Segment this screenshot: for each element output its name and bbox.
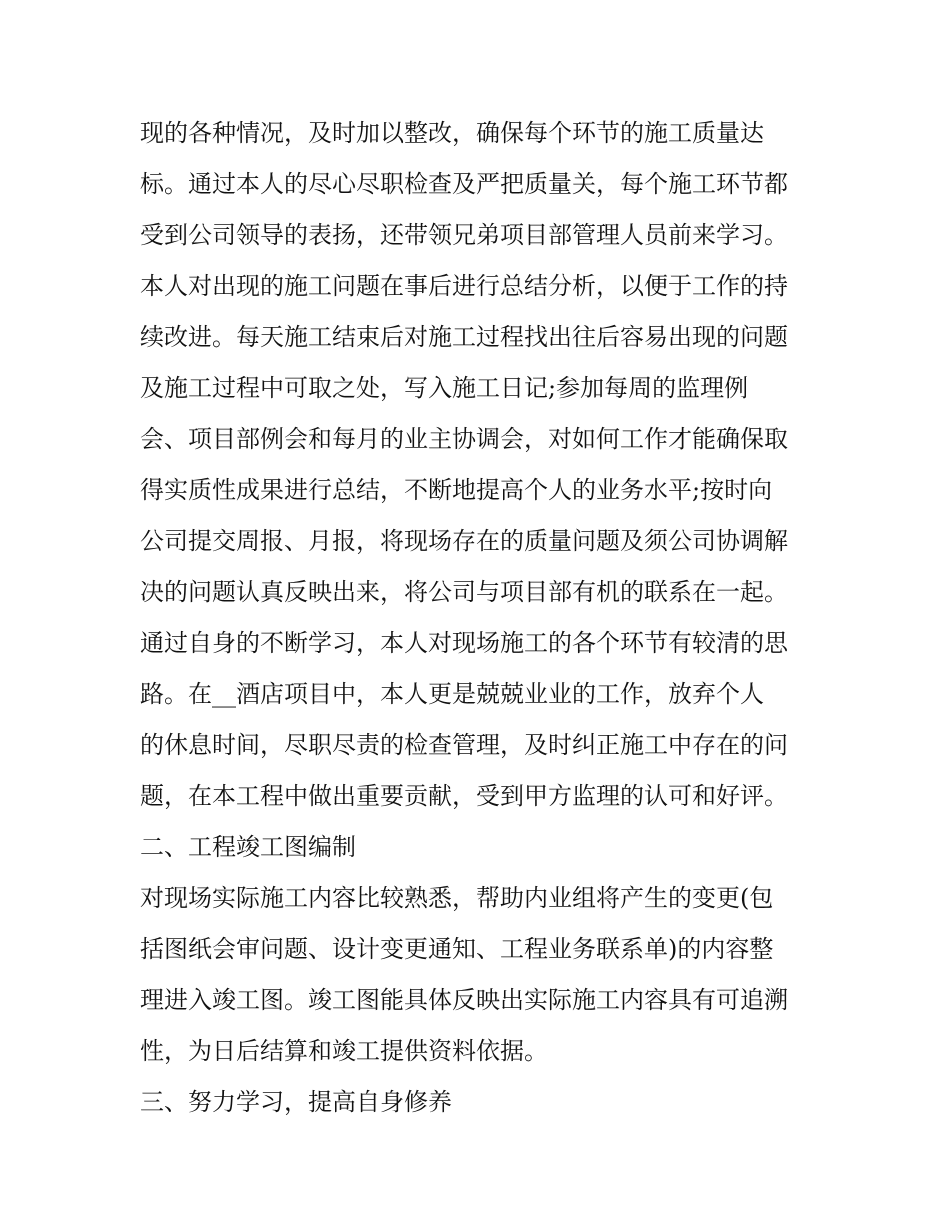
text-line: 决的问题认真反映出来，将公司与项目部有机的联系在一起。 [140,578,788,606]
text-line: 受到公司领导的表扬，还带领兄弟项目部管理人员前来学习。 [140,221,788,249]
text-line: 标。通过本人的尽心尽职检查及严把质量关，每个施工环节都 [140,170,788,198]
text-line: 续改进。每天施工结束后对施工过程找出往后容易出现的问题 [140,323,788,351]
document-body [140,108,820,1128]
text-line: 本人对出现的施工问题在事后进行总结分析，以便于工作的持 [140,272,788,300]
section-heading: 二、工程竣工图编制 [140,833,356,861]
text-line: 路。在__酒店项目中，本人更是兢兢业业的工作，放弃个人 [140,680,764,708]
text-line: 得实质性成果进行总结，不断地提高个人的业务水平;按时向 [140,476,773,504]
section-heading: 三、努力学习，提高自身修养 [140,1088,452,1116]
text-line: 的休息时间，尽职尽责的检查管理，及时纠正施工中存在的问 [140,731,788,759]
text-line: 题，在本工程中做出重要贡献，受到甲方监理的认可和好评。 [140,782,788,810]
text-line: 现的各种情况，及时加以整改，确保每个环节的施工质量达 [140,119,764,147]
text-line: 性，为日后结算和竣工提供资料依据。 [140,1037,548,1065]
text-line: 会、项目部例会和每月的业主协调会，对如何工作才能确保取 [140,425,788,453]
text-line: 理进入竣工图。竣工图能具体反映出实际施工内容具有可追溯 [140,986,788,1014]
text-line: 及施工过程中可取之处，写入施工日记;参加每周的监理例 [140,374,749,402]
text-line: 对现场实际施工内容比较熟悉，帮助内业组将产生的变更(包 [140,884,774,912]
text-line: 公司提交周报、月报，将现场存在的质量问题及须公司协调解 [140,527,788,555]
text-line: 通过自身的不断学习，本人对现场施工的各个环节有较清的思 [140,629,788,657]
text-line: 括图纸会审问题、设计变更通知、工程业务联系单)的内容整 [140,935,774,963]
